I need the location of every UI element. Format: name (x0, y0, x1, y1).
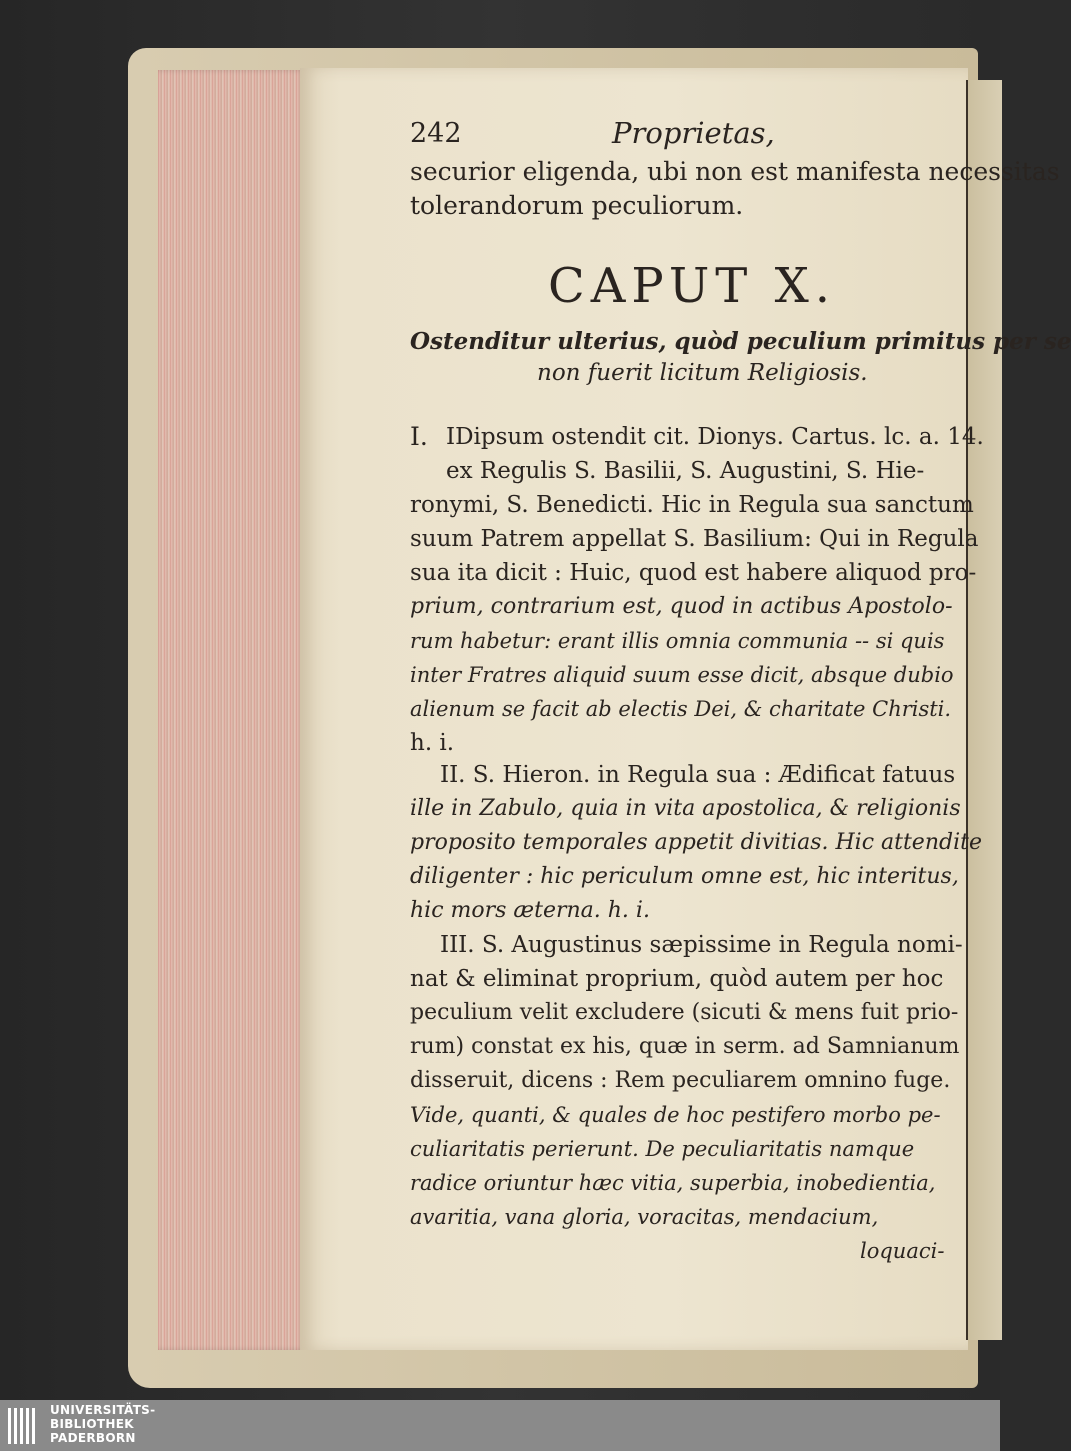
paragraph-line: sua ita dicit : Huic, quod est habere aliquod pro- (410, 560, 977, 586)
chapter-subtitle-line: Ostenditur ulterius, quòd peculium primitus per se (410, 328, 1071, 355)
logo-line: UNIVERSITÄTS- (50, 1403, 156, 1417)
running-title: Proprietas, (612, 116, 775, 150)
paragraph-line: Vide, quanti, & quales de hoc pestifero morbo pe- (410, 1103, 941, 1127)
facing-page-edge (966, 80, 1002, 1340)
paragraph-line: ronymi, S. Benedicti. Hic in Regula sua sanctum (410, 492, 974, 518)
chapter-subtitle-line: non fuerit licitum Religiosis. (537, 360, 868, 386)
intro-line: securior eligenda, ubi non est manifesta necessitas (410, 157, 1060, 186)
library-logo-text (50, 1403, 155, 1445)
paragraph-line: avaritia, vana gloria, voracitas, mendacium, (410, 1205, 879, 1229)
page-edges (158, 70, 308, 1350)
catchword: loquaci- (860, 1239, 945, 1263)
paragraph-line: nat & eliminat proprium, quòd autem per hoc (410, 966, 944, 992)
paragraph-line: radice oriuntur hæc vitia, superbia, inobedientia, (410, 1171, 936, 1195)
paragraph-line: h. i. (410, 730, 455, 756)
paragraph-line: peculium velit excludere (sicuti & mens fuit prio- (410, 1000, 959, 1025)
paragraph-line: culiaritatis perierunt. De peculiaritatis namque (410, 1137, 915, 1161)
chapter-title: CAPUT X. (548, 258, 836, 314)
logo-line: PADERBORN (50, 1431, 136, 1445)
paragraph-line: hic mors æterna. h. i. (410, 898, 650, 923)
paragraph-line: proposito temporales appetit divitias. Hic attendite (410, 830, 982, 855)
paragraph-numeral: I. (410, 422, 428, 451)
paragraph-line: rum habetur: erant illis omnia communia -- si quis (410, 629, 945, 653)
paragraph-line: prium, contrarium est, quod in actibus Apostolo- (410, 594, 953, 619)
library-logo-icon (6, 1404, 40, 1448)
paragraph-line: ex Regulis S. Basilii, S. Augustini, S. Hie- (446, 458, 925, 484)
page-number: 242 (410, 118, 462, 149)
paragraph-line: II. S. Hieron. in Regula sua : Ædificat fatuus (440, 762, 956, 788)
logo-line: BIBLIOTHEK (50, 1417, 134, 1431)
paragraph-line: alienum se facit ab electis Dei, & charitate Christi. (410, 697, 952, 721)
paragraph-line: rum) constat ex his, quæ in serm. ad Samnianum (410, 1034, 960, 1059)
paragraph-line: disseruit, dicens : Rem peculiarem omnino fuge. (410, 1068, 951, 1093)
paragraph-line: diligenter : hic periculum omne est, hic interitus, (410, 864, 959, 889)
paragraph-line: III. S. Augustinus sæpissime in Regula nomi- (440, 932, 963, 958)
paragraph-line: ille in Zabulo, quia in vita apostolica, & religionis (410, 796, 961, 821)
paragraph-line: suum Patrem appellat S. Basilium: Qui in Regula (410, 526, 979, 552)
paragraph-line: IDipsum ostendit cit. Dionys. Cartus. lc. a. 14. (446, 424, 984, 450)
paragraph-line: inter Fratres aliquid suum esse dicit, absque dubio (410, 663, 954, 687)
intro-line: tolerandorum peculiorum. (410, 191, 744, 220)
